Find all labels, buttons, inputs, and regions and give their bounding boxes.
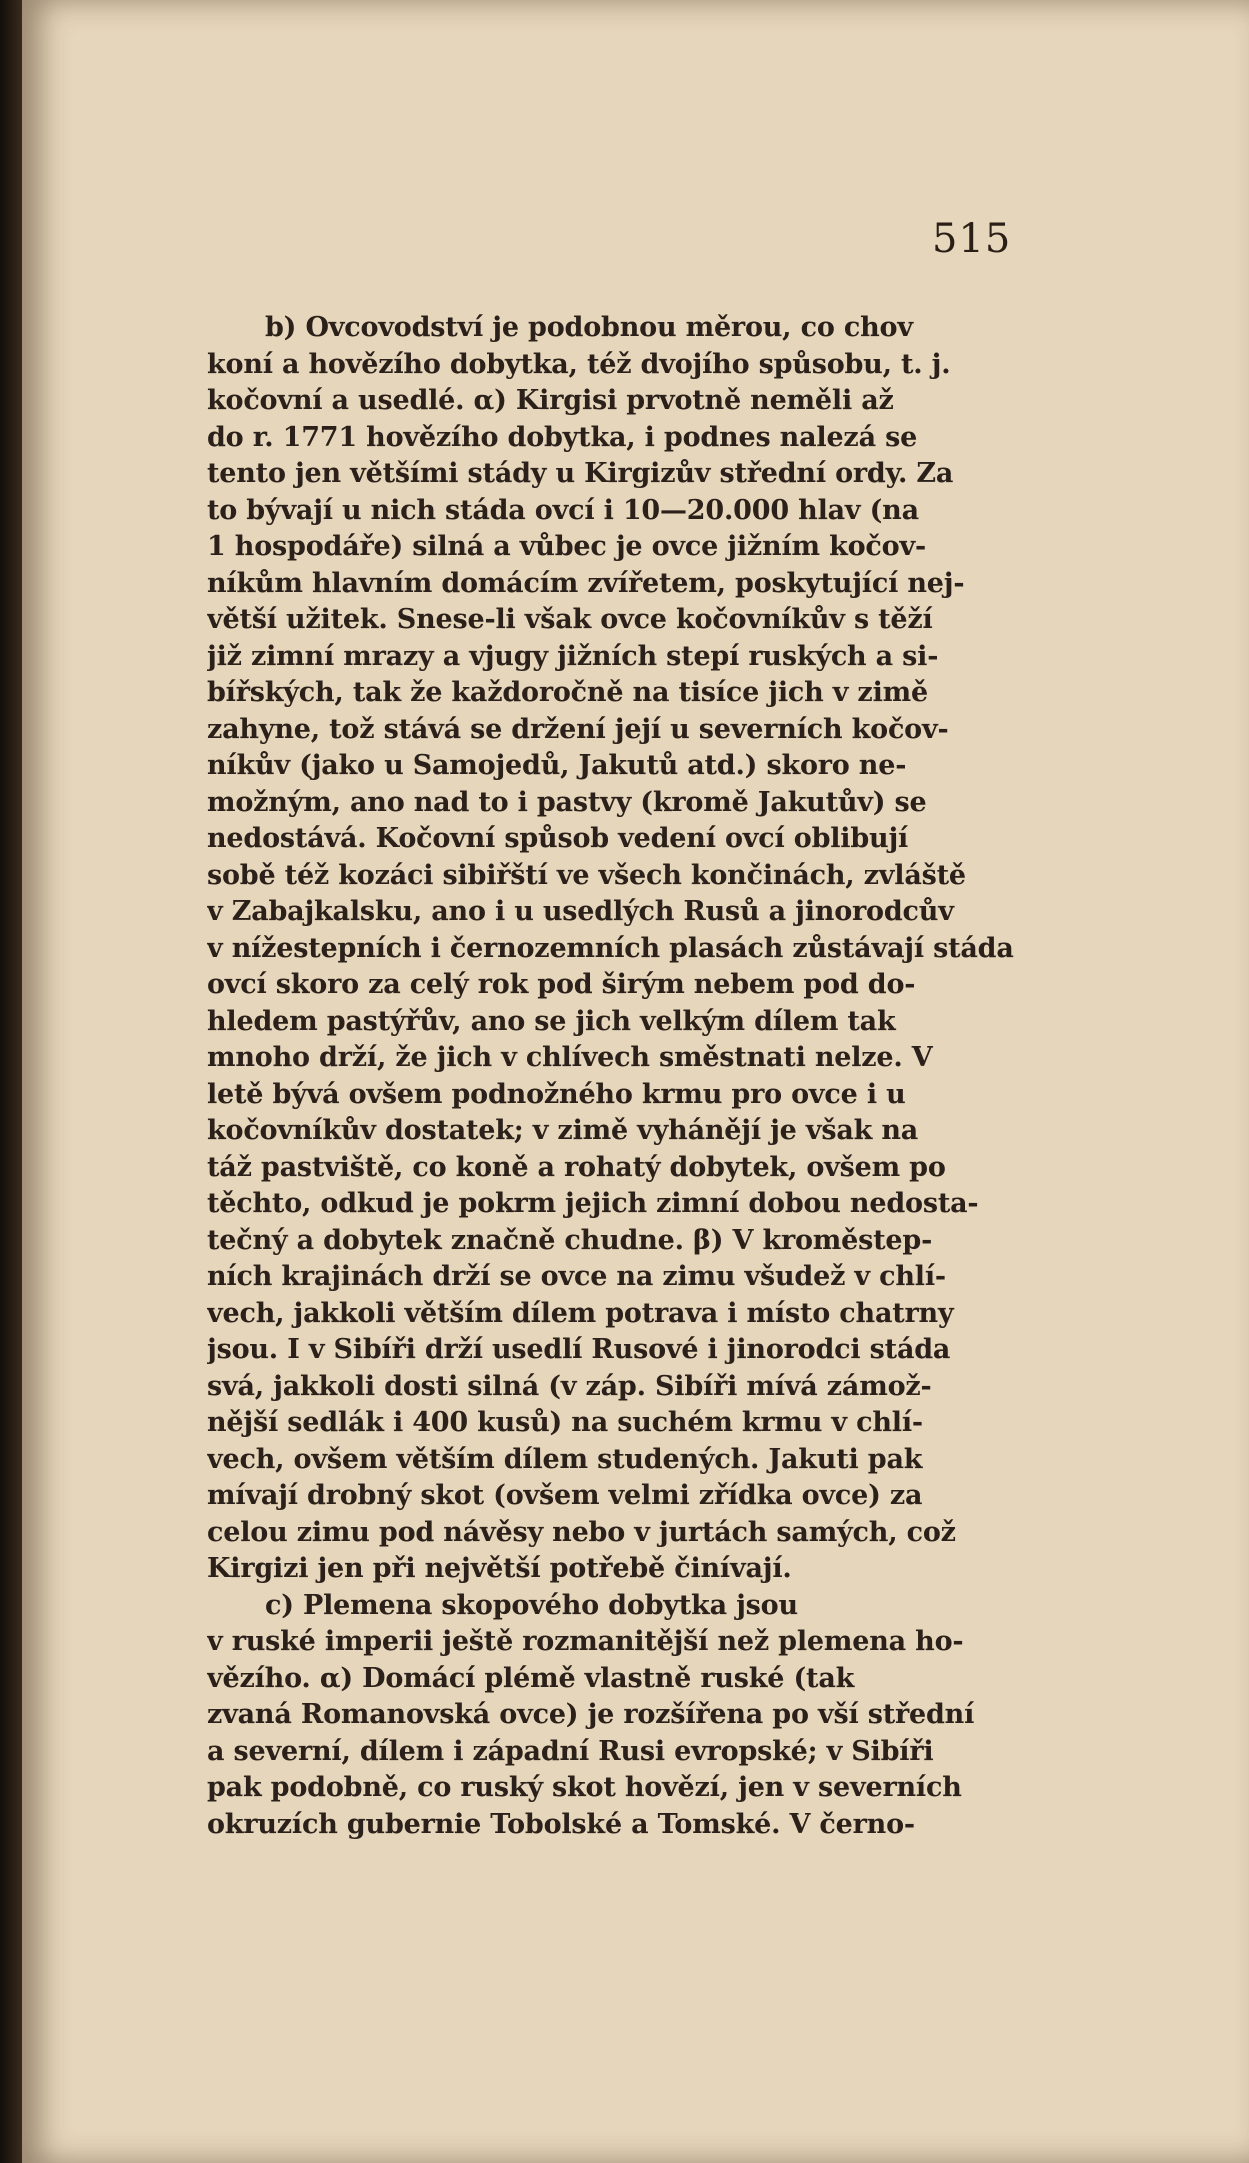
text-line: bířských, tak že každoročně na tisíce jich v zimě [207,677,928,708]
text-line: v ruské imperii ještě rozmanitější než plemena ho- [207,1626,964,1657]
text-line: c) Plemena skopového dobytka jsou [265,1589,798,1621]
text-line: to bývají u nich stáda ovcí i 10—20.000 hlav (na [207,494,919,526]
book-page [22,0,1249,2163]
text-line: hledem pastýřův, ano se jich velkým dílem tak [207,1005,896,1037]
text-line: zahyne, tož stává se držení její u severních kočov- [207,713,949,745]
text-line: letě bývá ovšem podnožného krmu pro ovce i u [207,1078,906,1110]
text-line: možným, ano nad to i pastvy (kromě Jakutův) se [207,786,927,818]
text-line: a severní, dílem i západní Rusi evropské; v Sibíři [207,1735,934,1767]
text-line: vězího. α) Domácí plémě vlastně ruské (tak [207,1662,855,1694]
text-line: nedostává. Kočovní spůsob vedení ovcí oblibují [207,823,909,854]
text-line: celou zimu pod návěsy nebo v jurtách samých, což [207,1516,956,1548]
text-line: níkům hlavním domácím zvířetem, poskytující nej- [207,567,965,599]
text-line: vech, jakkoli větším dílem potrava i místo chatrny [207,1297,954,1329]
text-line: těchto, odkud je pokrm jejich zimní dobou nedosta- [207,1188,979,1219]
text-line: již zimní mrazy a vjugy jižních stepí ruských a si- [207,640,939,672]
text-line: 1 hospodáře) silná a vůbec je ovce jižním kočov- [207,531,926,562]
text-line: větší užitek. Snese-li však ovce kočovníkův s těží [207,604,933,635]
text-line: nější sedlák i 400 kusů) na suchém krmu v chlí- [207,1407,923,1438]
text-line: sobě též kozáci sibiřští ve všech končinách, zvláště [207,859,966,891]
text-line: b) Ovcovodství je podobnou měrou, co chov [265,312,913,343]
text-line: v nížestepních i černozemních plasách zůstávají stáda [207,932,1014,964]
text-line: pak podobně, co ruský skot hovězí, jen v severních [207,1772,962,1803]
text-line: mívají drobný skot (ovšem velmi zřídka ovce) za [207,1480,923,1511]
text-line: v Zabajkalsku, ano i u usedlých Rusů a jinorodcův [207,896,954,927]
text-line: jsou. I v Sibíři drží usedlí Rusové i jinorodci stáda [207,1334,951,1365]
text-line: tento jen většími stády u Kirgizův střední ordy. Za [207,458,954,489]
text-line: okruzích gubernie Tobolské a Tomské. V černo- [207,1808,915,1840]
text-line: táž pastviště, co koně a rohatý dobytek, ovšem po [207,1151,946,1183]
text-line: koní a hovězího dobytka, též dvojího spůsobu, t. j. [207,348,951,380]
text-line: kočovníkův dostatek; v zimě vyhánějí je však na [207,1115,919,1146]
text-line: ovcí skoro za celý rok pod širým nebem pod do- [207,969,916,1000]
text-line: Kirgizi jen při největší potřebě činívají. [207,1553,792,1584]
text-line: níkův (jako u Samojedů, Jakutů atd.) skoro ne- [207,750,907,781]
book-spine-edge [0,0,22,2163]
text-line: kočovní a usedlé. α) Kirgisi prvotně neměli až [207,385,894,416]
text-line: svá, jakkoli dosti silná (v záp. Sibíři mívá zámož- [207,1370,932,1402]
text-line: ních krajinách drží se ovce na zimu všudež v chlí- [207,1261,946,1292]
text-line: mnoho drží, že jich v chlívech směstnati nelze. V [207,1042,933,1073]
text-line: do r. 1771 hovězího dobytka, i podnes nalezá se [207,421,918,453]
text-line: zvaná Romanovská ovce) je rozšířena po vší střední [207,1699,975,1730]
body-text [207,310,1037,1843]
page-number: 515 [932,216,1012,262]
text-line: vech, ovšem větším dílem studených. Jakuti pak [207,1443,923,1475]
text-line: tečný a dobytek značně chudne. β) V kroměstep- [207,1224,933,1256]
